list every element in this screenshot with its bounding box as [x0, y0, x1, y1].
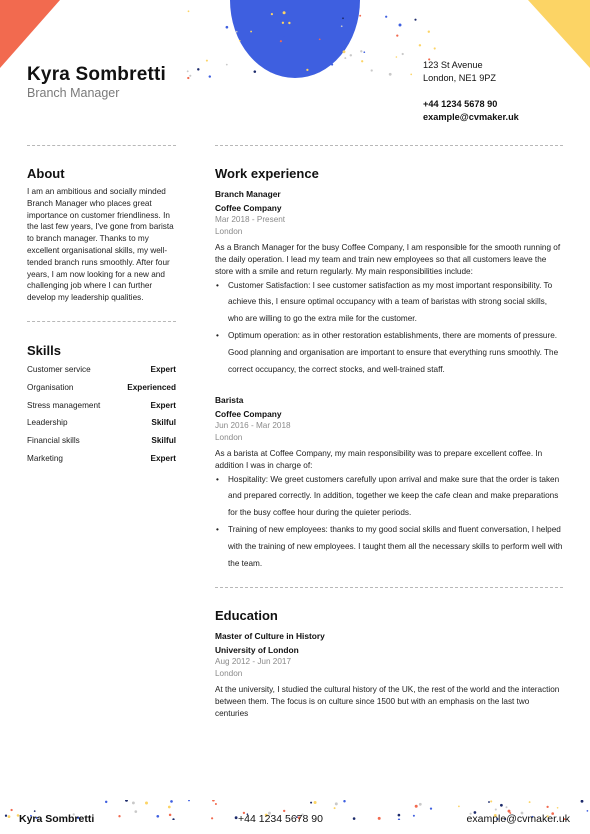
decor-dot — [310, 802, 312, 804]
decor-dot — [428, 31, 430, 33]
decor-dot — [188, 800, 190, 801]
decor-dot — [250, 31, 252, 33]
education-location: London — [215, 668, 243, 678]
education-heading: Education — [215, 608, 278, 623]
skill-name: Marketing — [27, 453, 63, 463]
job-dates: Jun 2016 - Mar 2018 — [215, 421, 291, 430]
decor-dot — [398, 814, 401, 817]
decor-dot — [8, 815, 11, 818]
skill-level: Experienced — [127, 382, 176, 392]
about-text: I am an ambitious and socially minded Branch Manager who places great importance on customer friendliness. In the last few years, I've gone from barista to branch manager. Thanks to my excellent organisational skills, my well-tended branch runs smoothly. After four years, I am now looking for a new and challenging job where I can further develop my leadership qualities. — [27, 187, 174, 303]
decor-dot — [209, 75, 211, 77]
decor-dot — [529, 801, 531, 803]
decor-dot — [10, 809, 12, 811]
skills-heading: Skills — [27, 343, 61, 358]
dot-pattern-top — [180, 10, 440, 80]
decor-dot — [413, 815, 415, 817]
decor-dot — [396, 34, 398, 36]
decor-dot — [226, 26, 229, 29]
skill-name: Customer service — [27, 365, 91, 374]
decor-dot — [350, 54, 352, 56]
decor-dot — [5, 815, 7, 817]
decor-dot — [344, 57, 346, 59]
coral-corner-shape — [0, 0, 62, 68]
decor-dot — [319, 38, 321, 40]
decor-dot — [287, 75, 289, 77]
decor-dot — [488, 801, 490, 803]
decor-dot — [288, 22, 290, 24]
decor-dot — [359, 15, 361, 17]
decor-dot — [189, 75, 191, 77]
decor-dot — [212, 800, 215, 802]
decor-dot — [169, 814, 172, 817]
skill-row — [27, 417, 176, 435]
decor-dot — [415, 805, 418, 808]
candidate-job-title: Branch Manager — [27, 86, 120, 100]
job-entry-branch-manager — [215, 188, 563, 378]
skill-row — [27, 382, 176, 400]
decor-dot — [385, 16, 387, 18]
decor-dot — [343, 50, 346, 53]
skill-row — [27, 435, 176, 453]
decor-dot — [170, 800, 173, 803]
decor-dot — [396, 56, 398, 58]
decor-dot — [546, 806, 548, 808]
address-line-1: 123 St Avenue — [423, 60, 483, 70]
decor-dot — [331, 64, 333, 66]
decor-dot — [402, 53, 404, 55]
decor-dot — [371, 69, 373, 71]
decor-dot — [118, 815, 120, 817]
decor-dot — [335, 802, 338, 805]
decor-dot — [280, 40, 282, 42]
decor-dot — [172, 818, 174, 820]
decor-dot — [306, 69, 308, 71]
decor-dot — [378, 817, 381, 820]
skills-list — [27, 364, 176, 471]
education-description: At the university, I studied the cultural history of the UK, the rest of the world and the interaction between them. The focus is on culture since 1500 but with an emphasis on the last two centuries — [215, 684, 560, 718]
skill-name: Organisation — [27, 382, 74, 392]
job-bullet: • Hospitality: We greet customers carefully upon arrival and make sure that the order is taken and prepared correctly. In addition, together we keep the cafe clean and make preparations for the busy coffee hour during the quieter periods. — [215, 472, 563, 522]
job-dates: Mar 2018 - Present — [215, 215, 286, 224]
decor-dot — [197, 68, 199, 70]
decor-dot — [399, 24, 402, 27]
address-line-2: London, NE1 9PZ — [423, 73, 497, 83]
yellow-corner-shape — [528, 0, 590, 68]
decor-dot — [414, 19, 416, 21]
job-bullets — [215, 278, 563, 379]
work-heading: Work experience — [215, 166, 319, 181]
decor-dot — [341, 25, 343, 27]
decor-dot — [419, 803, 422, 806]
decor-dot — [398, 819, 400, 820]
decor-dot — [353, 817, 356, 820]
decor-dot — [105, 801, 107, 803]
job-location: London — [215, 226, 243, 236]
decor-dot — [389, 73, 392, 76]
education-dates: Aug 2012 - Jun 2017 — [215, 657, 292, 666]
decor-dot — [419, 44, 421, 46]
job-description: As a Branch Manager for the busy Coffee Company, I am responsible for the smooth running of the daily operation. I lead my team and train new employees so that all customers leave the store with a smile and return regularly. My main responsibilities include: — [215, 242, 561, 276]
decor-dot — [581, 800, 584, 803]
decor-dot — [254, 70, 257, 73]
decor-dot — [236, 31, 238, 33]
decor-dot — [434, 47, 436, 49]
decor-dot — [187, 70, 189, 72]
decor-dot — [360, 50, 362, 52]
contact-block — [423, 59, 519, 124]
decor-dot — [490, 800, 492, 802]
decor-dot — [314, 801, 317, 804]
decor-dot — [187, 77, 189, 79]
decor-dot — [430, 807, 432, 809]
decor-dot — [271, 13, 273, 15]
decor-dot — [283, 36, 285, 38]
skill-level: Skilful — [151, 436, 176, 446]
skill-row — [27, 453, 176, 471]
decor-dot — [283, 810, 285, 812]
job-bullets — [215, 472, 563, 573]
decor-dot — [188, 10, 190, 12]
education-entry — [215, 630, 563, 720]
decor-dot — [363, 51, 365, 53]
skill-name: Financial skills — [27, 436, 80, 446]
job-bullet: • Training of new employees: thanks to my good social skills and fluent conversation, I helped with the training of new employees. I taught them all the necessary skills to perform well with the team. — [215, 522, 563, 572]
decor-dot — [132, 801, 135, 804]
skill-level: Skilful — [151, 418, 176, 428]
email-address[interactable]: example@cvmaker.uk — [423, 112, 519, 122]
education-school: University of London — [215, 645, 299, 655]
decor-dot — [215, 803, 217, 805]
job-location: London — [215, 432, 243, 442]
footer-phone: +44 1234 5678 90 — [238, 813, 323, 825]
work-divider — [215, 587, 563, 588]
skill-level: Expert — [150, 400, 176, 410]
job-description: As a barista at Coffee Company, my main responsibility was to prepare excellent coffee. In addition I was in charge of: — [215, 448, 543, 470]
skill-level: Expert — [150, 365, 176, 374]
decor-dot — [145, 802, 148, 805]
decor-dot — [226, 64, 228, 66]
left-header-divider — [27, 145, 176, 146]
decor-dot — [134, 810, 137, 813]
job-bullet: • Customer Satisfaction: I see customer satisfaction as my most important responsibility. To achieve this, I ensure optimal occupancy with a team of baristas with strong social skills, who are willing to go the extra mile for the customer. — [215, 278, 563, 328]
decor-dot — [342, 17, 344, 19]
decor-dot — [168, 806, 171, 809]
decor-dot — [206, 60, 208, 62]
decor-dot — [458, 805, 460, 807]
education-degree: Master of Culture in History — [215, 631, 325, 641]
footer-name: Kyra Sombretti — [19, 813, 95, 825]
decor-dot — [283, 11, 286, 14]
job-title: Barista — [215, 395, 244, 405]
job-entry-barista — [215, 394, 563, 572]
decor-dot — [506, 806, 508, 808]
job-bullet: • Optimum operation: as in other restoration establishments, there are moments of pressure. Good planning and organisation are important to ensure that everything runs smoothly. The correct occupancy, the correct stocks, and well-trained staff. — [215, 328, 563, 378]
decor-dot — [410, 74, 412, 76]
decor-dot — [211, 817, 213, 819]
about-heading: About — [27, 166, 65, 181]
decor-dot — [495, 808, 497, 810]
right-header-divider — [215, 145, 563, 146]
footer-email[interactable]: example@cvmaker.uk — [466, 813, 570, 825]
decor-dot — [239, 40, 241, 42]
decor-dot — [334, 807, 336, 809]
decor-dot — [361, 60, 363, 62]
decor-dot — [557, 807, 559, 809]
decor-dot — [500, 804, 503, 807]
decor-dot — [156, 815, 159, 818]
job-company: Coffee Company — [215, 409, 282, 419]
skill-name: Leadership — [27, 418, 68, 428]
decor-dot — [34, 810, 36, 812]
decor-dot — [587, 810, 589, 812]
skill-level: Expert — [150, 453, 176, 463]
skill-name: Stress management — [27, 400, 101, 410]
candidate-name: Kyra Sombretti — [27, 64, 167, 85]
decor-dot — [125, 800, 128, 802]
about-divider — [27, 321, 176, 322]
skill-row — [27, 400, 176, 418]
phone-number: +44 1234 5678 90 — [423, 99, 498, 109]
job-company: Coffee Company — [215, 203, 282, 213]
skill-row — [27, 364, 176, 382]
decor-dot — [343, 800, 345, 802]
decor-dot — [282, 22, 284, 24]
job-title: Branch Manager — [215, 189, 281, 199]
